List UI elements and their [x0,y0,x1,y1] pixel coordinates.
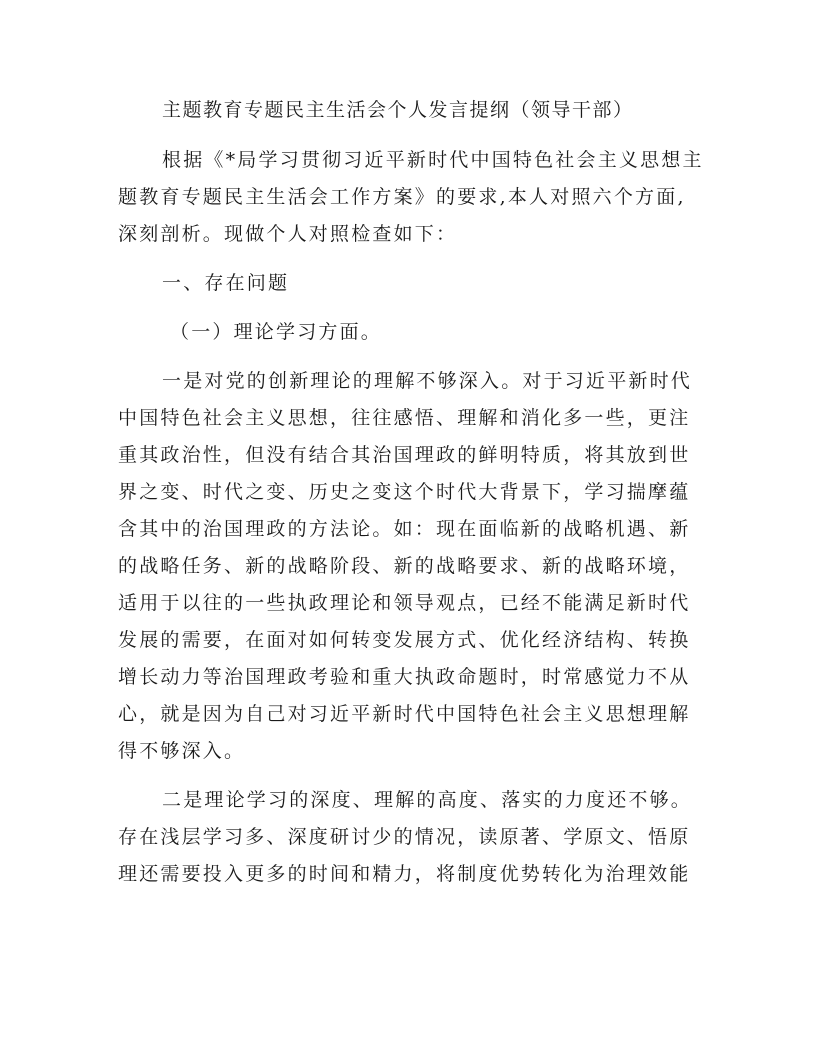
paragraph-line: 心，就是因为自己对习近平新时代中国特色社会主义思想理解 [118,703,691,725]
paragraph-line: 根据《*局学习贯彻习近平新时代中国特色社会主义思想主 [162,149,704,171]
document-page [118,90,704,893]
document-title: 主题教育专题民主生活会个人发言提纲（领导干部） [162,99,634,121]
paragraph-line: 二是理论学习的深度、理解的高度、落实的力度还不够。 [162,789,693,811]
paragraph-line: 中国特色社会主义思想，往往感悟、理解和消化多一些，更注 [118,407,691,429]
subsection-heading: （一）理论学习方面。 [170,321,383,343]
paragraph-line: 发展的需要，在面对如何转变发展方式、优化经济结构、转换 [118,629,691,651]
paragraph-line: 得不够深入。 [118,740,246,762]
paragraph-line: 适用于以往的一些执政理论和领导观点，已经不能满足新时代 [118,592,691,614]
paragraph-line: 题教育专题民主生活会工作方案》的要求,本人对照六个方面, [118,186,686,208]
paragraph-line: 存在浅层学习多、深度研讨少的情况，读原著、学原文、悟原 [118,826,691,848]
paragraph-line: 含其中的治国理政的方法论。如：现在面临新的战略机遇、新 [118,518,691,540]
paragraph-line: 一是对党的创新理论的理解不够深入。对于习近平新时代 [162,370,693,392]
paragraph-line: 深刻剖析。现做个人对照检查如下： [118,223,458,245]
paragraph-line: 重其政治性，但没有结合其治国理政的鲜明特质，将其放到世 [118,444,691,466]
paragraph-line: 的战略任务、新的战略阶段、新的战略要求、新的战略环境， [118,555,691,577]
paragraph-line: 理还需要投入更多的时间和精力，将制度优势转化为治理效能 [118,863,691,885]
point-1-paragraph [118,363,698,770]
paragraph-line: 增长动力等治国理政考验和重大执政命题时，时常感觉力不从 [118,666,691,688]
intro-paragraph [118,142,704,253]
point-2-paragraph [118,782,698,893]
paragraph-line: 界之变、时代之变、历史之变这个时代大背景下，学习揣摩蕴 [118,481,691,503]
section-heading: 一、存在问题 [162,272,290,294]
